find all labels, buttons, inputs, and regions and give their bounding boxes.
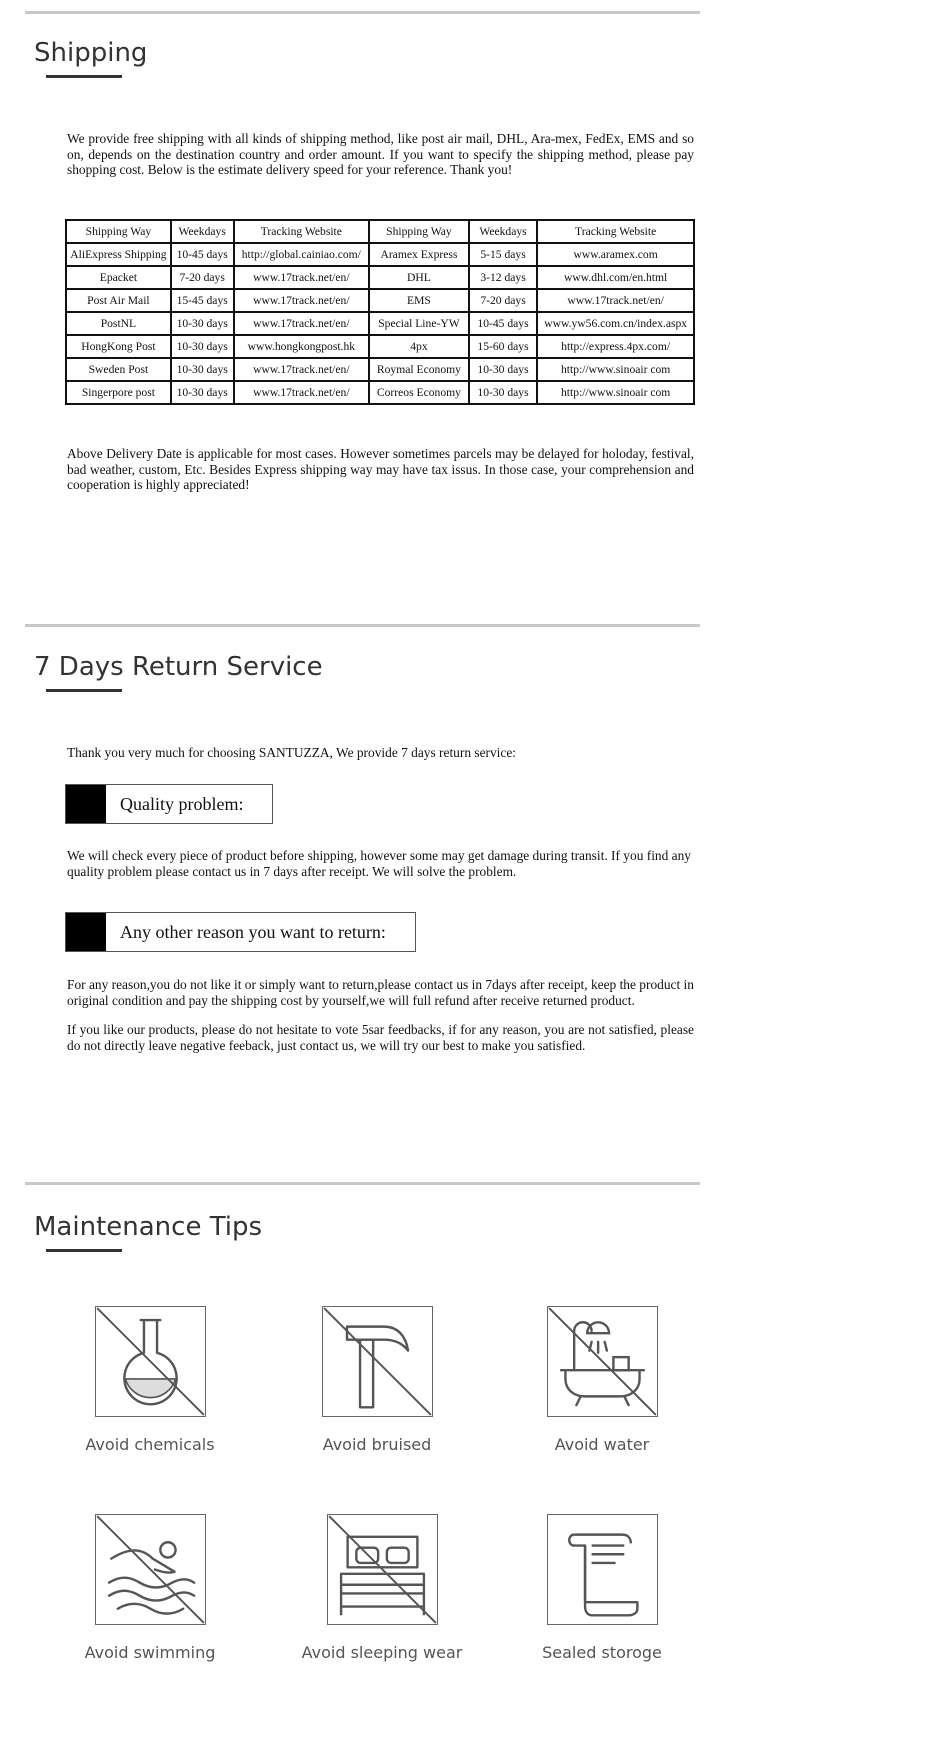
table-header: Shipping Way xyxy=(66,220,171,243)
table-cell: www.yw56.com.cn/index.aspx xyxy=(537,312,694,335)
tip-sealed-storage xyxy=(502,1514,702,1662)
shipping-intro: We provide free shipping with all kinds of shipping method, like post air mail, DHL, Ara-mex, FedEx, EMS and so on, depends on the destination country and order amount. If you want to specify the shipping method, please pay shopping cost. Below is the estimate delivery speed for your reference. Thank you! xyxy=(67,131,694,178)
section-divider xyxy=(25,1182,700,1185)
table-row xyxy=(66,335,694,358)
table-cell: Sweden Post xyxy=(66,358,171,381)
table-cell: 10-30 days xyxy=(171,381,234,404)
tip-avoid-sleeping-wear xyxy=(282,1514,482,1662)
table-cell: Aramex Express xyxy=(369,243,469,266)
table-cell: www.17track.net/en/ xyxy=(234,266,370,289)
table-cell: 15-45 days xyxy=(171,289,234,312)
other-reason-tag xyxy=(65,912,416,952)
section-divider xyxy=(25,11,700,14)
table-header: Tracking Website xyxy=(537,220,694,243)
flask-icon xyxy=(95,1306,206,1417)
table-cell: Roymal Economy xyxy=(369,358,469,381)
table-cell: 7-20 days xyxy=(171,266,234,289)
table-cell: www.17track.net/en/ xyxy=(537,289,694,312)
tag-marker xyxy=(66,913,106,951)
table-cell: http://www.sinoair com xyxy=(537,358,694,381)
table-cell: 7-20 days xyxy=(469,289,538,312)
tip-label: Avoid bruised xyxy=(322,1435,432,1454)
feedback-text: If you like our products, please do not hesitate to vote 5sar feedbacks, if for any reason, you are not satisfied, please do not directly leave negative feeback, just contact us, we will try our best to make you satisfied. xyxy=(67,1022,694,1053)
table-cell: Epacket xyxy=(66,266,171,289)
table-cell: 10-30 days xyxy=(469,358,538,381)
table-cell: www.17track.net/en/ xyxy=(234,381,370,404)
table-cell: 10-30 days xyxy=(171,358,234,381)
tip-avoid-bruised xyxy=(277,1306,477,1454)
other-reason-text: For any reason,you do not like it or simply want to return,please contact us in 7days after receipt, keep the product in original condition and pay the shipping cost by yourself,we will full refund after receive returned product. xyxy=(67,977,694,1008)
shipping-table xyxy=(65,219,695,405)
table-cell: 10-45 days xyxy=(171,243,234,266)
table-cell: 10-45 days xyxy=(469,312,538,335)
table-cell: Correos Economy xyxy=(369,381,469,404)
title-underline xyxy=(46,689,122,692)
returns-intro: Thank you very much for choosing SANTUZZA, We provide 7 days return service: xyxy=(67,745,517,760)
tip-label: Avoid water xyxy=(554,1435,650,1454)
title-underline xyxy=(46,75,122,78)
title-underline xyxy=(46,1249,122,1252)
table-cell: 10-30 days xyxy=(171,312,234,335)
table-cell: EMS xyxy=(369,289,469,312)
table-cell: HongKong Post xyxy=(66,335,171,358)
table-cell: www.17track.net/en/ xyxy=(234,289,370,312)
table-header: Shipping Way xyxy=(369,220,469,243)
table-cell: www.17track.net/en/ xyxy=(234,358,370,381)
quality-problem-text: We will check every piece of product before shipping, however some may get damage during transit. If you find any quality problem please contact us in 7 days after receipt. We will solve the problem. xyxy=(67,848,691,879)
table-row xyxy=(66,312,694,335)
table-cell: AliExpress Shipping xyxy=(66,243,171,266)
table-row xyxy=(66,289,694,312)
table-row xyxy=(66,266,694,289)
table-cell: 15-60 days xyxy=(469,335,538,358)
table-cell: PostNL xyxy=(66,312,171,335)
table-cell: www.dhl.com/en.html xyxy=(537,266,694,289)
table-cell: DHL xyxy=(369,266,469,289)
table-row xyxy=(66,358,694,381)
tip-label: Avoid sleeping wear xyxy=(301,1643,463,1662)
tip-avoid-chemicals xyxy=(50,1306,250,1454)
section-divider xyxy=(25,624,700,627)
table-cell: www.aramex.com xyxy=(537,243,694,266)
table-row xyxy=(66,381,694,404)
hammer-icon xyxy=(322,1306,433,1417)
table-cell: 5-15 days xyxy=(469,243,538,266)
tip-label: Sealed storoge xyxy=(542,1643,662,1662)
bed-icon xyxy=(327,1514,438,1625)
tip-label: Avoid swimming xyxy=(84,1643,216,1662)
table-cell: http://www.sinoair com xyxy=(537,381,694,404)
quality-problem-tag xyxy=(65,784,273,824)
shipping-title: Shipping xyxy=(34,38,148,68)
table-header: Weekdays xyxy=(469,220,538,243)
bathtub-shower-icon xyxy=(547,1306,658,1417)
table-row xyxy=(66,243,694,266)
shipping-note: Above Delivery Date is applicable for most cases. However sometimes parcels may be delayed for holoday, festival, bad weather, custom, Etc. Besides Express shipping way may have tax issus. In those case, your comprehension and cooperation is highly appreciated! xyxy=(67,446,694,493)
maintenance-title: Maintenance Tips xyxy=(34,1212,263,1242)
other-reason-label: Any other reason you want to return: xyxy=(120,922,386,942)
table-cell: Special Line-YW xyxy=(369,312,469,335)
tip-avoid-swimming xyxy=(50,1514,250,1662)
table-cell: http://global.cainiao.com/ xyxy=(234,243,370,266)
table-header: Tracking Website xyxy=(234,220,370,243)
returns-title: 7 Days Return Service xyxy=(34,652,323,682)
table-cell: http://express.4px.com/ xyxy=(537,335,694,358)
table-cell: 10-30 days xyxy=(171,335,234,358)
table-cell: 10-30 days xyxy=(469,381,538,404)
scroll-icon xyxy=(547,1514,658,1625)
table-header-row xyxy=(66,220,694,243)
table-header: Weekdays xyxy=(171,220,234,243)
table-cell: www.hongkongpost.hk xyxy=(234,335,370,358)
tip-label: Avoid chemicals xyxy=(85,1435,215,1454)
table-cell: 4px xyxy=(369,335,469,358)
tip-avoid-water xyxy=(502,1306,702,1454)
quality-problem-label: Quality problem: xyxy=(120,794,244,814)
table-cell: Post Air Mail xyxy=(66,289,171,312)
table-cell: Singerpore post xyxy=(66,381,171,404)
table-cell: www.17track.net/en/ xyxy=(234,312,370,335)
table-cell: 3-12 days xyxy=(469,266,538,289)
swimmer-icon xyxy=(95,1514,206,1625)
tag-marker xyxy=(66,785,106,823)
